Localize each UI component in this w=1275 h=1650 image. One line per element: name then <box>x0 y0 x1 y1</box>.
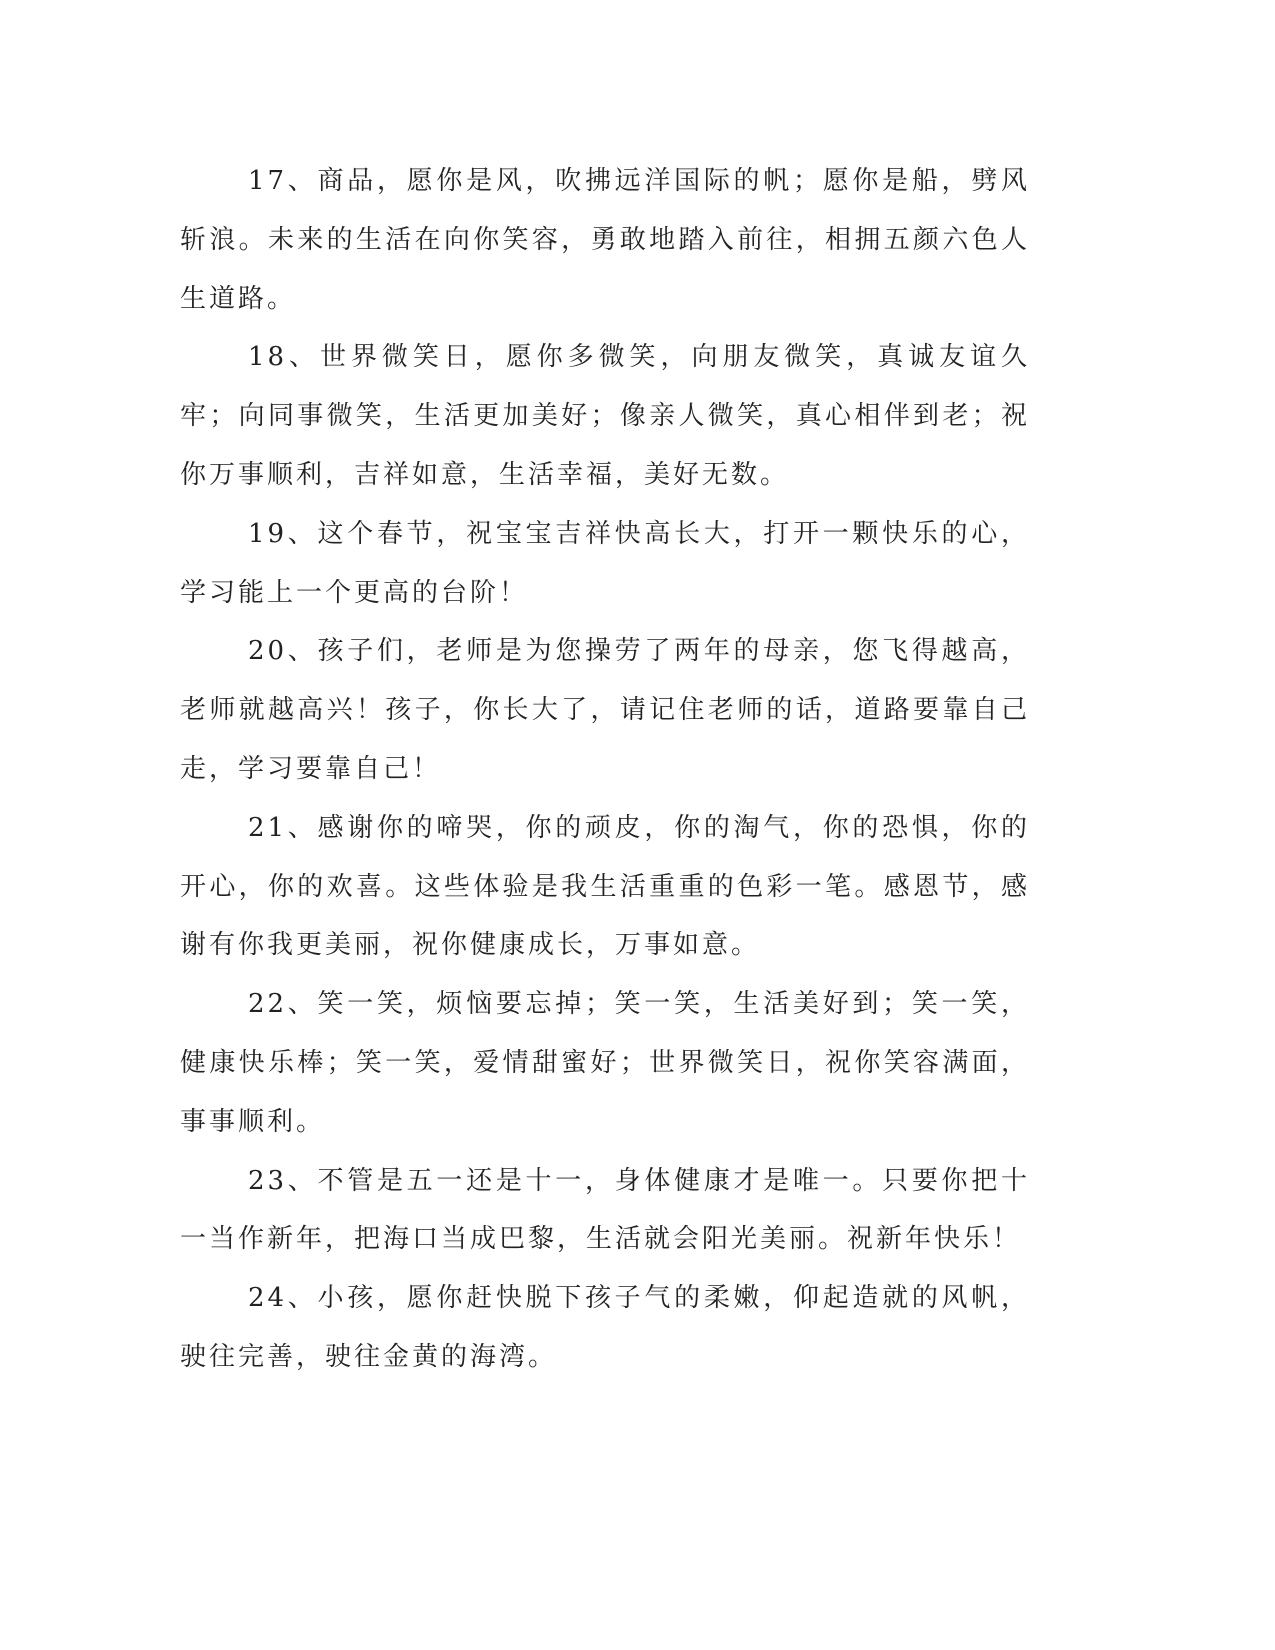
paragraph-24: 24、小孩，愿你赶快脱下孩子气的柔嫩，仰起造就的风帆，驶往完善，驶往金黄的海湾。 <box>180 1283 1030 1372</box>
document-page <box>180 152 1030 1387</box>
paragraph-20: 20、孩子们，老师是为您操劳了两年的母亲，您飞得越高，老师就越高兴！孩子，你长大了，请记住老师的话，道路要靠自己走，学习要靠自己！ <box>180 636 1030 784</box>
paragraph-17: 17、商品，愿你是风，吹拂远洋国际的帆；愿你是船，劈风斩浪。未来的生活在向你笑容，勇敢地踏入前往，相拥五颜六色人生道路。 <box>180 166 1030 314</box>
paragraph-19: 19、这个春节，祝宝宝吉祥快高长大，打开一颗快乐的心，学习能上一个更高的台阶！ <box>180 518 1030 608</box>
paragraph-18: 18、世界微笑日，愿你多微笑，向朋友微笑，真诚友谊久牢；向同事微笑，生活更加美好；像亲人微笑，真心相伴到老；祝你万事顺利，吉祥如意，生活幸福，美好无数。 <box>180 342 1030 490</box>
paragraph-21: 21、感谢你的啼哭，你的顽皮，你的淘气，你的恐惧，你的开心，你的欢喜。这些体验是我生活重重的色彩一笔。感恩节，感谢有你我更美丽，祝你健康成长，万事如意。 <box>180 812 1030 961</box>
paragraph-22: 22、笑一笑，烦恼要忘掉；笑一笑，生活美好到；笑一笑，健康快乐棒；笑一笑，爱情甜蜜好；世界微笑日，祝你笑容满面，事事顺利。 <box>180 989 1030 1137</box>
paragraph-23: 23、不管是五一还是十一，身体健康才是唯一。只要你把十一当作新年，把海口当成巴黎，生活就会阳光美丽。祝新年快乐！ <box>180 1165 1030 1255</box>
